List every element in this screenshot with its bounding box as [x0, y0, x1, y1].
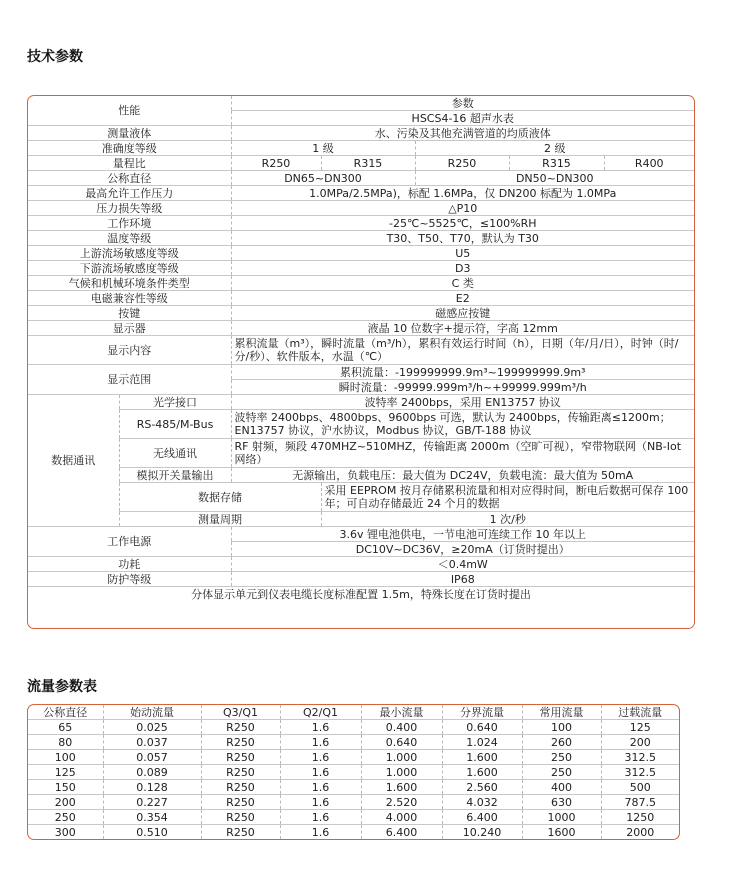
- comm-label: 数据通讯: [28, 395, 119, 527]
- flow-cell: 500: [601, 780, 679, 795]
- display-content-value: 累积流量（m³），瞬时流量（m³/h），累积有效运行时间（h），日期（年/月/日），时钟（时/分/秒）、软件版本，水温（℃）: [231, 336, 694, 365]
- environment-value: -25℃~5525℃，≤100%RH: [231, 216, 694, 231]
- rs485-label: RS-485/M-Bus: [119, 410, 231, 439]
- flow-cell: 0.128: [103, 780, 201, 795]
- wireless-value: RF 射频，频段 470MHZ~510MHZ，传输距离 2000m（空旷可视），窄带物联网（NB-Iot 网络）: [231, 439, 694, 468]
- diameter-label: 公称直径: [28, 171, 231, 186]
- flow-cell: R250: [201, 795, 280, 810]
- flow-cell: 4.032: [442, 795, 522, 810]
- protection-value: IP68: [231, 572, 694, 587]
- storage-label: 数据存储: [119, 483, 321, 512]
- flow-cell: 1.6: [280, 765, 361, 780]
- tech-params-table: [28, 96, 694, 601]
- table-row: [28, 780, 679, 795]
- flow-cell: 0.057: [103, 750, 201, 765]
- flow-cell: 100: [522, 720, 601, 735]
- flow-cell: 250: [522, 765, 601, 780]
- flow-cell: 312.5: [601, 750, 679, 765]
- accuracy-grade1: 1 级: [231, 141, 415, 156]
- tech-params-title: 技术参数: [27, 49, 83, 65]
- flow-cell: 1.6: [280, 735, 361, 750]
- flow-cell: R250: [201, 810, 280, 825]
- display-range-label: 显示范围: [28, 365, 231, 395]
- flow-header-cell: 最小流量: [361, 705, 442, 720]
- flow-cell: 1.6: [280, 795, 361, 810]
- table-row: [28, 825, 679, 840]
- optical-label: 光学接口: [119, 395, 231, 410]
- keys-value: 磁感应按键: [231, 306, 694, 321]
- range-ratio-label: 量程比: [28, 156, 231, 171]
- table-row: [28, 750, 679, 765]
- flow-cell: 1600: [522, 825, 601, 840]
- flow-params-title: 流量参数表: [27, 679, 97, 695]
- flow-cell: 250: [28, 810, 103, 825]
- flow-cell: 0.640: [442, 720, 522, 735]
- table-row: [28, 735, 679, 750]
- flow-cell: 1.6: [280, 750, 361, 765]
- flow-cell: 0.025: [103, 720, 201, 735]
- display-range-line1: 累积流量：-199999999.9m³~199999999.9m³: [231, 365, 694, 380]
- diameter-grade2: DN50~DN300: [415, 171, 694, 186]
- flow-cell: 250: [522, 750, 601, 765]
- rs485-value: 波特率 2400bps、4800bps、9600bps 可选，默认为 2400bps，传输距离≤1200m；EN13757 协议，沪水协议，Modbus 协议，GB/T-188 协议: [231, 410, 694, 439]
- flow-cell: 200: [601, 735, 679, 750]
- diameter-grade1: DN65~DN300: [231, 171, 415, 186]
- flow-cell: 1.024: [442, 735, 522, 750]
- flow-cell: 1.000: [361, 765, 442, 780]
- table-row: [28, 810, 679, 825]
- flow-header-cell: 常用流量: [522, 705, 601, 720]
- flow-cell: 630: [522, 795, 601, 810]
- flow-cell: 1000: [522, 810, 601, 825]
- flow-header-cell: 始动流量: [103, 705, 201, 720]
- flow-cell: 4.000: [361, 810, 442, 825]
- period-label: 测量周期: [119, 512, 321, 527]
- flow-cell: R250: [201, 735, 280, 750]
- emc-label: 电磁兼容性等级: [28, 291, 231, 306]
- flow-cell: 0.510: [103, 825, 201, 840]
- flow-cell: 1.6: [280, 780, 361, 795]
- temperature-value: T30、T50、T70，默认为 T30: [231, 231, 694, 246]
- power-label: 工作电源: [28, 527, 231, 557]
- pressure-loss-label: 压力损失等级: [28, 201, 231, 216]
- flow-cell: 6.400: [442, 810, 522, 825]
- downstream-value: D3: [231, 261, 694, 276]
- power-line2: DC10V~DC36V，≥20mA（订货时提出）: [231, 542, 694, 557]
- flow-cell: 0.354: [103, 810, 201, 825]
- flow-cell: 1.600: [442, 750, 522, 765]
- table-row: [28, 765, 679, 780]
- power-line1: 3.6v 锂电池供电，一节电池可连续工作 10 年以上: [231, 527, 694, 542]
- range-ratio-value: R400: [604, 156, 694, 171]
- max-pressure-value: 1.0MPa/2.5MPa)，标配 1.6MPa，仅 DN200 标配为 1.0MPa: [231, 186, 694, 201]
- flow-cell: 2.560: [442, 780, 522, 795]
- switch-label: 模拟开关量输出: [119, 468, 231, 483]
- flow-cell: 1.6: [280, 720, 361, 735]
- flow-cell: 100: [28, 750, 103, 765]
- flow-cell: 1.6: [280, 825, 361, 840]
- table-row: [28, 795, 679, 810]
- model-name: HSCS4-16 超声水表: [231, 111, 694, 126]
- flow-cell: 0.227: [103, 795, 201, 810]
- flow-cell: 2.520: [361, 795, 442, 810]
- emc-value: E2: [231, 291, 694, 306]
- downstream-label: 下游流场敏感度等级: [28, 261, 231, 276]
- environment-label: 工作环境: [28, 216, 231, 231]
- storage-value: 采用 EEPROM 按月存储累积流量和相对应得时间，断电后数据可保存 100 年；可自动存储最近 24 个月的数据: [321, 483, 694, 512]
- display-label: 显示器: [28, 321, 231, 336]
- range-ratio-value: R250: [415, 156, 509, 171]
- flow-cell: 400: [522, 780, 601, 795]
- flow-cell: 125: [28, 765, 103, 780]
- display-content-label: 显示内容: [28, 336, 231, 365]
- flow-cell: 312.5: [601, 765, 679, 780]
- protection-label: 防护等级: [28, 572, 231, 587]
- accuracy-grade2: 2 级: [415, 141, 694, 156]
- display-value: 液晶 10 位数字+提示符，字高 12mm: [231, 321, 694, 336]
- cable-note: 分体显示单元到仪表电缆长度标准配置 1.5m，特殊长度在订货时提出: [191, 587, 531, 601]
- climate-label: 气候和机械环境条件类型: [28, 276, 231, 291]
- flow-cell: 10.240: [442, 825, 522, 840]
- header-performance: 性能: [28, 96, 231, 126]
- consumption-label: 功耗: [28, 557, 231, 572]
- flow-cell: R250: [201, 720, 280, 735]
- wireless-label: 无线通讯: [119, 439, 231, 468]
- flow-header-row: [28, 705, 679, 720]
- tech-params-frame: [27, 95, 695, 629]
- flow-cell: 260: [522, 735, 601, 750]
- flow-cell: 0.037: [103, 735, 201, 750]
- accuracy-label: 准确度等级: [28, 141, 231, 156]
- flow-header-cell: 分界流量: [442, 705, 522, 720]
- flow-cell: 0.089: [103, 765, 201, 780]
- flow-cell: 1.000: [361, 750, 442, 765]
- liquid-label: 测量液体: [28, 126, 231, 141]
- flow-cell: 2000: [626, 825, 655, 839]
- flow-cell: R250: [201, 765, 280, 780]
- flow-cell: 65: [28, 720, 103, 735]
- header-params: 参数: [231, 96, 694, 111]
- upstream-value: U5: [231, 246, 694, 261]
- flow-cell: 787.5: [601, 795, 679, 810]
- temperature-label: 温度等级: [28, 231, 231, 246]
- liquid-value: 水、污染及其他充满管道的均质液体: [231, 126, 694, 141]
- flow-header-cell: Q2/Q1: [280, 705, 361, 720]
- range-ratio-value: R315: [321, 156, 415, 171]
- flow-cell: 150: [28, 780, 103, 795]
- flow-cell: 6.400: [361, 825, 442, 840]
- flow-header-cell: 公称直径: [28, 705, 103, 720]
- period-value: 1 次/秒: [321, 512, 694, 527]
- flow-cell: 1250: [601, 810, 679, 825]
- flow-params-table: [28, 705, 679, 839]
- consumption-value: ＜0.4mW: [231, 557, 694, 572]
- flow-cell: R250: [201, 780, 280, 795]
- climate-value: C 类: [231, 276, 694, 291]
- flow-cell: 1.600: [361, 780, 442, 795]
- pressure-loss-value: △P10: [231, 201, 694, 216]
- switch-value: 无源输出，负载电压：最大值为 DC24V，负载电流：最大值为 50mA: [231, 468, 694, 483]
- flow-header-cell: Q3/Q1: [201, 705, 280, 720]
- flow-cell: R250: [201, 825, 280, 840]
- flow-cell: 1.6: [280, 810, 361, 825]
- flow-params-frame: [27, 704, 680, 840]
- flow-cell: 0.400: [361, 720, 442, 735]
- range-ratio-value: R250: [231, 156, 321, 171]
- table-row: [28, 720, 679, 735]
- flow-cell: 125: [601, 720, 679, 735]
- display-range-line2: 瞬时流量：-99999.999m³/h~+99999.999m³/h: [231, 380, 694, 395]
- range-ratio-value: R315: [509, 156, 604, 171]
- flow-cell: 80: [28, 735, 103, 750]
- flow-cell: 200: [28, 795, 103, 810]
- flow-cell: 1.600: [442, 765, 522, 780]
- flow-cell: R250: [201, 750, 280, 765]
- keys-label: 按键: [28, 306, 231, 321]
- flow-cell: 0.640: [361, 735, 442, 750]
- flow-header-cell: 过载流量: [601, 705, 679, 720]
- upstream-label: 上游流场敏感度等级: [28, 246, 231, 261]
- max-pressure-label: 最高允许工作压力: [28, 186, 231, 201]
- optical-value: 波特率 2400bps，采用 EN13757 协议: [231, 395, 694, 410]
- flow-cell: 300: [28, 825, 103, 840]
